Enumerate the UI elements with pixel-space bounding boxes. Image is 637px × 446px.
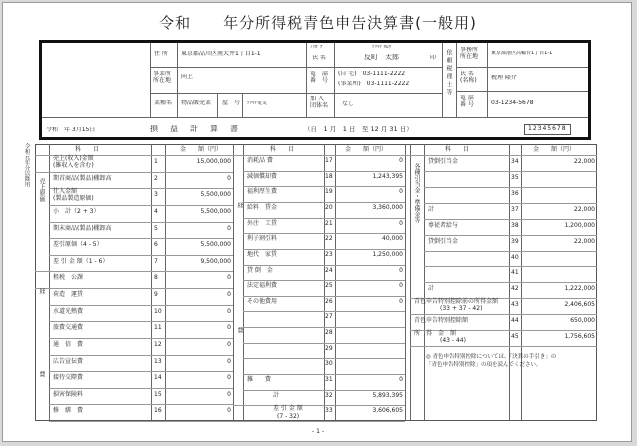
grid-line (35, 172, 233, 173)
left-row-number: 3 (154, 191, 158, 199)
grid-line (424, 235, 597, 236)
mid-row-number: 20 (325, 203, 333, 211)
mid-row-label: その他費用 (247, 297, 278, 305)
mid-row-label: 福利厚生費 (247, 188, 278, 196)
accountant-office-label: 事務所 所在地 (460, 47, 479, 60)
mid-row-amount: 0 (399, 266, 403, 274)
grid-line (150, 43, 151, 117)
mid-row-label: 利子割引料 (247, 235, 278, 243)
taxpayer-code: 12345678 (524, 124, 571, 135)
pl-statement-title: 損 益 計 算 書 (150, 125, 240, 133)
left-row-label: 仕入金額 (53, 188, 78, 196)
left-row-label: 租税 公課 (53, 274, 84, 282)
header-amount-left: 金 額（円） (180, 146, 223, 153)
income-statement-table (35, 144, 597, 421)
left-row-number: 13 (154, 357, 162, 365)
office-label: 事業所 所在地 (153, 71, 172, 84)
grid-line (233, 144, 234, 421)
header-item-left: 科 目 (75, 146, 100, 153)
grid-line (424, 219, 597, 220)
left-row-sublabel: (製品製造原価) (53, 195, 94, 203)
left-row-amount: 0 (227, 324, 231, 332)
name-label: 氏 名 (312, 55, 326, 61)
side-label-cost-of-sales: 売上原価 (38, 177, 45, 202)
left-row-number: 2 (154, 174, 158, 182)
right-row-number: 42 (511, 285, 519, 293)
left-row-label: 旅費交通費 (53, 324, 84, 332)
right-row-number: 44 (511, 317, 519, 325)
grid-line (243, 311, 405, 312)
left-row-amount: 0 (227, 407, 231, 415)
grid-line (35, 155, 597, 156)
name-value: 反町 太郎 (364, 54, 399, 61)
grid-line (177, 43, 178, 117)
form-version-label: 令和元年分以降用 (23, 143, 30, 187)
right-row-label: 貸倒引当金 (428, 237, 459, 245)
left-row-label: 損害保険料 (53, 390, 84, 398)
grid-line (334, 43, 335, 117)
left-row-number: 8 (154, 274, 158, 282)
association-value: なし (342, 101, 355, 107)
grid-line (233, 421, 405, 422)
mid-row-amount: 5,893,395 (372, 391, 403, 399)
grid-line (410, 144, 411, 421)
grid-line (424, 282, 597, 283)
grid-line (49, 404, 233, 405)
mid-row-label: 差 引 金 額 (273, 405, 303, 413)
mid-row-label: 減価償却費 (247, 172, 278, 180)
right-row-number: 37 (511, 205, 519, 213)
mid-row-label: 消耗品 費 (247, 157, 273, 164)
filing-date: 令和 年 3月15日 (46, 127, 96, 133)
grid-line (243, 327, 405, 328)
left-row-amount: 5,500,000 (200, 207, 231, 215)
mid-row-label: 計 (273, 391, 280, 399)
mid-row-amount: 0 (399, 219, 403, 227)
taxpayer-info-box (39, 40, 591, 140)
left-row-number: 11 (154, 324, 162, 332)
grid-line (424, 187, 597, 188)
mid-row-number: 30 (325, 360, 333, 368)
right-row-number: 36 (511, 189, 519, 197)
grid-line (49, 338, 233, 339)
mid-row-label: 給料 賃金 (247, 203, 278, 211)
grid-line (243, 296, 405, 297)
left-row-amount: 5,500,000 (200, 241, 231, 249)
phone-office: (事業所) 03-1111-2222 (338, 81, 410, 87)
mid-row-number: 25 (325, 282, 333, 290)
left-row-sublabel: (雑収入を含む) (53, 162, 94, 169)
note-line-1: ◎ 青色申告特別控除については、「決算の手引き」の (426, 354, 557, 360)
mid-row-number: 32 (325, 391, 333, 399)
grid-line (243, 218, 405, 219)
grid-line (424, 266, 597, 267)
left-row-label: 水道光熱費 (53, 307, 84, 315)
right-row-amount: 1,200,000 (564, 221, 595, 229)
right-row-sublabel: (33 + 37 - 42) (440, 305, 483, 313)
side-label-expense-4: 費 (236, 327, 243, 334)
right-row-label: 青色申告特別控除前の所得金額 (414, 298, 499, 306)
mid-row-label: 法定福利費 (247, 282, 278, 290)
grid-line (150, 93, 442, 94)
right-row-number: 35 (511, 173, 519, 181)
page-number: - 1 - (312, 428, 324, 435)
mid-row-number: 24 (325, 266, 333, 274)
left-row-amount: 9,500,000 (200, 257, 231, 265)
right-row-sublabel: (43 - 44) (440, 337, 466, 345)
accountant-name-label: 氏 名 (名称) (460, 71, 477, 84)
mid-row-label: 外注 工賃 (247, 219, 278, 227)
grid-line (49, 205, 233, 206)
grid-line (35, 288, 233, 289)
mid-row-amount: 0 (399, 188, 403, 196)
right-row-label: 計 (428, 205, 435, 213)
right-row-amount: 22,000 (574, 205, 595, 213)
grid-line (49, 255, 233, 256)
grid-line (487, 43, 488, 117)
mid-row-number: 26 (325, 297, 333, 305)
right-row-amount: 1,756,605 (564, 333, 595, 341)
grid-line (306, 43, 307, 117)
right-row-label: 貸倒引当金 (428, 158, 459, 165)
grid-line (456, 67, 588, 68)
right-row-number: 45 (511, 333, 519, 341)
trade-name-value: ｿﾘﾏﾁ電気 (247, 101, 268, 106)
furigana-value: ｿﾘﾏﾁ ﾀﾛｳ (372, 45, 392, 50)
grid-line (49, 371, 233, 372)
mid-row-number: 31 (325, 376, 333, 384)
right-row-number: 38 (511, 221, 519, 229)
grid-line (49, 355, 233, 356)
mid-row-amount: 1,250,000 (372, 250, 403, 258)
grid-line (243, 265, 405, 266)
tax-accountant-label: 依頼税理士等 (445, 49, 452, 97)
mid-row-sublabel: (7 - 32) (277, 413, 300, 421)
mid-row-label: 雑 費 (247, 376, 272, 384)
right-row-number: 41 (511, 269, 519, 277)
accountant-office-value: 東京都港区高輪台1丁目1-1 (491, 51, 553, 56)
document-page (2, 2, 632, 442)
grid-line (456, 43, 457, 117)
grid-line (35, 271, 233, 272)
side-label-expense-3: 経 (236, 201, 243, 208)
right-row-number: 34 (511, 158, 519, 165)
address-label: 住 所 (154, 51, 168, 57)
left-row-number: 9 (154, 291, 158, 298)
right-row-number: 39 (511, 237, 519, 245)
grid-line (49, 305, 233, 306)
left-row-number: 12 (154, 340, 162, 348)
left-row-amount: 15,000,000 (196, 158, 231, 165)
side-label-expense-2: 費 (38, 371, 45, 378)
left-row-label: 通 信 費 (53, 340, 84, 348)
left-row-amount: 0 (227, 374, 231, 382)
left-row-amount: 0 (227, 390, 231, 398)
mid-row-number: 27 (325, 313, 333, 321)
header-item-right: 科 目 (445, 146, 470, 153)
right-row-label: 青色申告特別控除額 (414, 317, 469, 325)
left-row-amount: 0 (227, 291, 231, 298)
right-row-amount: 650,000 (570, 317, 595, 325)
grid-line (243, 390, 405, 391)
grid-line (243, 343, 405, 344)
left-row-label: 広告宣伝費 (53, 357, 84, 365)
grid-line (424, 251, 597, 252)
left-row-number: 14 (154, 374, 162, 382)
right-row-label: 専従者給与 (428, 221, 459, 229)
mid-row-amount: 0 (399, 157, 403, 164)
left-row-amount: 0 (227, 340, 231, 348)
grid-line (49, 238, 233, 239)
grid-line (151, 144, 152, 421)
mid-row-number: 33 (325, 407, 333, 415)
mid-row-amount: 0 (399, 282, 403, 290)
grid-line (233, 405, 405, 406)
left-row-label: 期首商品(製品)棚卸高 (53, 174, 112, 182)
phone-home: (自 宅) 03-1111-2222 (338, 71, 406, 77)
left-row-label: 差 引 金 額（1 - 6） (53, 257, 109, 265)
left-row-amount: 0 (227, 174, 231, 182)
mid-row-amount: 0 (399, 376, 403, 384)
left-row-number: 16 (154, 407, 162, 415)
mid-row-amount: 1,243,395 (372, 172, 403, 180)
trade-name-label: 屋 号 (222, 100, 241, 106)
grid-line (243, 171, 405, 172)
header-amount-right: 金 額（円） (533, 146, 576, 153)
right-row-amount: 2,406,605 (564, 301, 595, 309)
grid-line (424, 171, 597, 172)
right-row-amount: 1,222,000 (564, 285, 595, 293)
grid-line (243, 249, 405, 250)
side-label-expense-1: 経 (38, 288, 45, 294)
grid-line (456, 91, 588, 92)
document-title: 令和 年分所得税青色申告決算書(一般用) (159, 14, 477, 32)
header-amount-mid: 金 額（円） (345, 146, 388, 153)
right-row-number: 40 (511, 253, 519, 261)
header-item-mid: 科 目 (270, 146, 295, 153)
grid-line (165, 144, 166, 421)
left-row-number: 10 (154, 307, 162, 315)
mid-row-number: 29 (325, 344, 333, 352)
left-row-label: 売上(収入)金額 (53, 155, 94, 162)
right-row-amount: 22,000 (574, 237, 595, 245)
left-row-number: 7 (154, 257, 158, 265)
seal-mark: 印 (430, 55, 437, 61)
grid-line (243, 374, 405, 375)
blue-return-note (426, 353, 556, 370)
left-row-number: 15 (154, 390, 162, 398)
right-row-label: 所 得 金 額 (414, 330, 457, 338)
mid-row-number: 18 (325, 172, 333, 180)
accounting-period: （自 1 月 1 日 至 12 月 31 日） (304, 126, 413, 133)
grid-line (243, 358, 405, 359)
left-row-number: 4 (154, 207, 158, 215)
grid-line (242, 93, 243, 117)
furigana-label: ﾌﾘｶﾞﾅ (310, 45, 323, 50)
accountant-name-value: 税理 隆介 (491, 75, 517, 81)
grid-line (42, 117, 588, 118)
grid-line (49, 388, 233, 389)
mid-row-number: 23 (325, 250, 333, 258)
note-line-2: 「青色申告特別控除」の項を読んでください。 (426, 362, 542, 369)
grid-line (424, 203, 597, 204)
right-row-label: 計 (428, 285, 435, 293)
left-row-number: 1 (154, 158, 158, 165)
mid-row-number: 22 (325, 235, 333, 243)
grid-line (410, 314, 597, 315)
grid-line (405, 144, 406, 421)
grid-line (49, 321, 233, 322)
grid-line (217, 93, 218, 117)
mid-row-label: 貸 倒 金 (247, 266, 273, 274)
mid-row-number: 17 (325, 157, 333, 164)
grid-line (442, 43, 443, 117)
grid-line (49, 144, 50, 421)
office-value: 同上 (181, 74, 194, 80)
grid-line (150, 67, 442, 68)
left-row-amount: 0 (227, 357, 231, 365)
mid-row-label: 地代 家賃 (247, 250, 278, 258)
left-row-amount: 0 (227, 274, 231, 282)
accountant-phone-value: 03-1234-5678 (491, 100, 534, 106)
mid-row-amount: 3,606,605 (372, 407, 403, 415)
grid-line (49, 421, 233, 422)
left-row-label: 荷造 運賃 (53, 291, 84, 298)
left-row-amount: 0 (227, 307, 231, 315)
right-row-number: 43 (511, 301, 519, 309)
left-row-label: 修 繕 費 (53, 407, 84, 415)
left-row-label: 接待交際費 (53, 374, 84, 382)
address-value: 東京都品川区南大井1丁目1-1 (181, 51, 261, 57)
grid-line (243, 202, 405, 203)
mid-row-number: 19 (325, 188, 333, 196)
mid-row-amount: 0 (399, 297, 403, 305)
mid-row-amount: 3,360,000 (372, 203, 403, 211)
left-row-label: 期末商品(製品)棚卸高 (53, 224, 112, 232)
industry-value: 物品販売業 (181, 100, 212, 106)
left-row-amount: 5,500,000 (200, 191, 231, 199)
mid-row-number: 21 (325, 219, 333, 227)
left-row-number: 5 (154, 224, 158, 232)
mid-row-number: 28 (325, 329, 333, 337)
left-row-label: 差引原価（4 - 5） (53, 241, 103, 249)
side-label-reserves: 各種引当金・準備金等 (413, 163, 420, 223)
association-label: 加 入 団体名 (310, 96, 329, 109)
mid-row-amount: 40,000 (382, 235, 403, 243)
left-row-number: 6 (154, 241, 158, 249)
accountant-phone-label: 電 話 番 号 (460, 95, 474, 108)
grid-line (410, 346, 597, 347)
right-row-amount: 22,000 (574, 158, 595, 165)
phone-label: 電 話 番 号 (310, 71, 329, 84)
industry-label: 業種名 (154, 100, 173, 106)
left-row-label: 小 計（2 + 3） (53, 207, 100, 215)
grid-line (49, 222, 233, 223)
left-row-amount: 0 (227, 224, 231, 232)
